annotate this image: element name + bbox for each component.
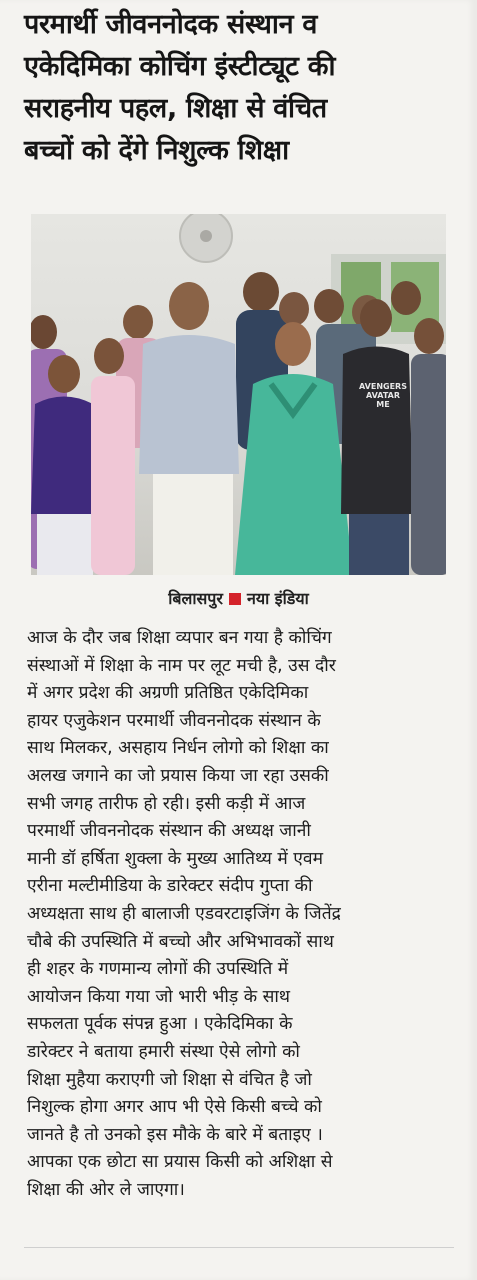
group-photo bbox=[31, 214, 446, 575]
article-line: आयोजन किया गया जो भारी भीड़ के साथ bbox=[27, 986, 290, 1007]
headline bbox=[24, 4, 454, 172]
man-checked-shirt bbox=[139, 282, 239, 575]
article-body bbox=[27, 625, 457, 1204]
red-square-separator bbox=[229, 593, 241, 605]
article-line: शिक्षा मुहैया कराएगी जो शिक्षा से वंचित है जो bbox=[27, 1069, 312, 1090]
article-line: चौबे की उपस्थिति में बच्चो और अभिभावकों साथ bbox=[27, 931, 334, 952]
article-line: मानी डॉ हर्षिता शुक्ला के मुख्य आतिथ्य में एवम bbox=[27, 848, 323, 869]
shirt-print-line: ME bbox=[376, 400, 390, 409]
article-line: संस्थाओं में शिक्षा के नाम पर लूट मची है, उस दौर bbox=[27, 655, 336, 676]
article-line: डारेक्टर ने बताया हमारी संस्था ऐसे लोगो को bbox=[27, 1041, 300, 1062]
dateline bbox=[0, 588, 477, 610]
headline-line: बच्चों को देंगे निशुल्क शिक्षा bbox=[24, 135, 289, 166]
article-line: सभी जगह तारीफ हो रही। इसी कड़ी में आज bbox=[27, 793, 306, 814]
article-line: में अगर प्रदेश की अग्रणी प्रतिष्ठित एकेदिमिका bbox=[27, 683, 309, 704]
article-line: सफलता पूर्वक संपन्न हुआ । एकेदिमिका के bbox=[27, 1014, 293, 1035]
article-line: हायर एजुकेशन परमार्थी जीवननोदक संस्थान के bbox=[27, 710, 321, 731]
shirt-print bbox=[353, 382, 413, 409]
article-line: ही शहर के गणमान्य लोगों की उपस्थिति में bbox=[27, 959, 289, 980]
headline-line: सराहनीय पहल, शिक्षा से वंचित bbox=[24, 93, 327, 124]
dateline-paper: नया इंडिया bbox=[246, 589, 309, 608]
article-line: अलख जगाने का जो प्रयास किया जा रहा उसकी bbox=[27, 765, 329, 786]
article-line: परमार्थी जीवननोदक संस्थान की अध्यक्ष जानी bbox=[27, 821, 311, 842]
article-line: एरीना मल्टीमीडिया के डारेक्टर संदीप गुप्ता की bbox=[27, 876, 313, 897]
left-students bbox=[31, 315, 135, 575]
shirt-print-line: AVATAR bbox=[365, 391, 401, 400]
dateline-place: बिलासपुर bbox=[168, 589, 223, 608]
bottom-divider bbox=[24, 1247, 454, 1248]
article-line: शिक्षा की ओर ले जाएगा। bbox=[27, 1179, 185, 1200]
article-line: आज के दौर जब शिक्षा व्यपार बन गया है कोचिंग bbox=[27, 628, 332, 648]
shirt-print-line: AVENGERS bbox=[359, 382, 407, 391]
headline-line: परमार्थी जीवननोदक संस्थान व bbox=[24, 9, 318, 40]
article-line: आपका एक छोटा सा प्रयास किसी को अशिक्षा से bbox=[27, 1152, 333, 1173]
ceiling-fan-icon bbox=[180, 214, 232, 262]
article-line: निशुल्क होगा अगर आप भी ऐसे किसी बच्चे को bbox=[27, 1097, 322, 1118]
article-line: साथ मिलकर, असहाय निर्धन लोगो को शिक्षा का bbox=[27, 738, 329, 759]
headline-line: एकेदिमिका कोचिंग इंस्टीट्यूट की bbox=[24, 51, 336, 82]
article-line: अध्यक्षता साथ ही बालाजी एडवरटाइजिंग के जितेंद्र bbox=[27, 903, 341, 924]
article-line: जानते है तो उनको इस मौके के बारे में बताइए । bbox=[27, 1124, 323, 1145]
